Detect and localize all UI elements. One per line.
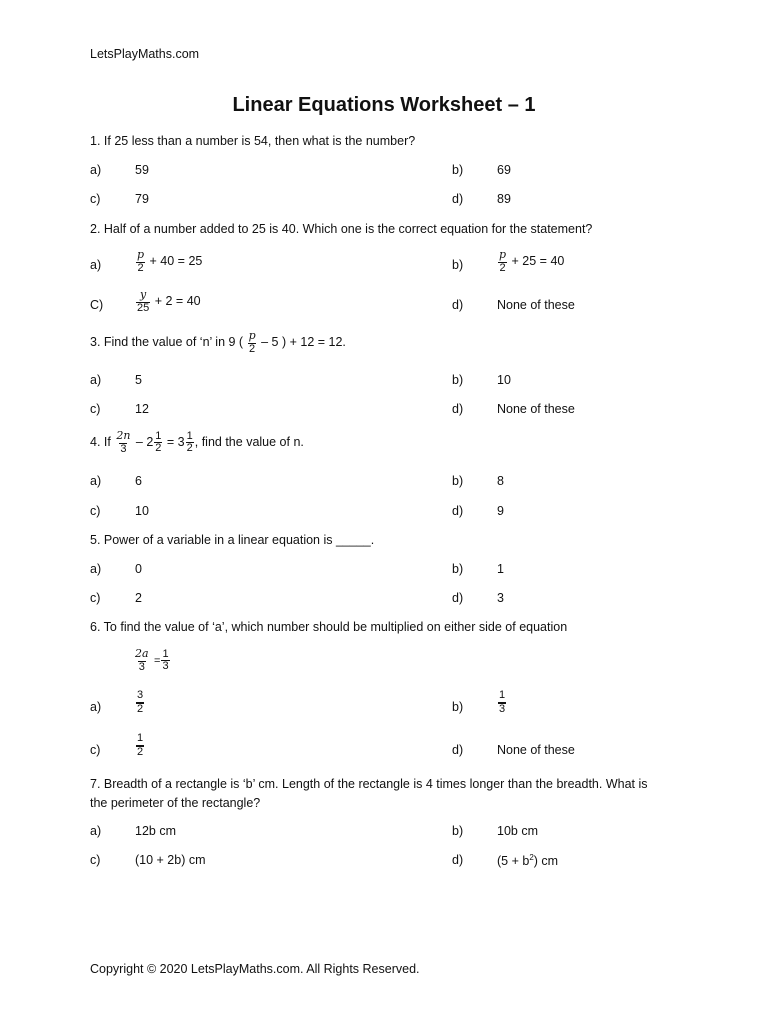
q2-option-c-value: $\frac{y}{25}$ + 2 = 40 xyxy=(137,288,201,314)
q1-option-d-label: d) xyxy=(452,192,464,206)
q6-option-c-value xyxy=(135,733,145,758)
copyright-footer: Copyright © 2020 LetsPlayMaths.com. All Rights Reserved. xyxy=(90,962,420,976)
question-2: 2. Half of a number added to 25 is 40. Which one is the correct equation for the statement? xyxy=(90,222,593,236)
q3-option-a-label: a) xyxy=(90,373,102,387)
q7-option-b-label: b) xyxy=(452,824,464,838)
q2-option-a-value: $\frac{p}{2}$ + 40 = 25 xyxy=(137,248,203,274)
q5-option-a-value: 0 xyxy=(135,562,142,576)
q6-option-b-value xyxy=(497,690,507,715)
q1-option-a-label: a) xyxy=(90,163,102,177)
q4-option-a-value: 6 xyxy=(135,474,142,488)
q7-option-d-label: d) xyxy=(452,853,464,867)
fraction: $\frac{p}{2}$ xyxy=(499,248,507,274)
q6-equation: $\frac{2a}{3}$ = $\frac{1}{3}$ xyxy=(135,647,169,673)
q4-option-d-value: 9 xyxy=(497,504,504,518)
question-6: 6. To find the value of ‘a’, which number should be multiplied on either side of equation xyxy=(90,620,568,634)
q5-option-b-label: b) xyxy=(452,562,464,576)
q3-option-d-value: None of these xyxy=(497,402,575,416)
q7-option-a-value: 12b cm xyxy=(135,824,176,838)
q5-option-b-value: 1 xyxy=(497,562,504,576)
q5-option-c-label: c) xyxy=(90,591,101,605)
question-7-line-1: 7. Breadth of a rectangle is ‘b’ cm. Length of the rectangle is 4 times longer than the breadth. What is xyxy=(90,777,648,791)
fraction: $\frac{1}{3}$ xyxy=(162,647,169,673)
q1-option-c-label: c) xyxy=(90,192,101,206)
q5-option-d-value: 3 xyxy=(497,591,504,605)
q1-option-b-label: b) xyxy=(452,163,464,177)
fraction: $\frac{1}{3}$ xyxy=(499,689,506,715)
q3-option-c-value: 12 xyxy=(135,402,149,416)
q7-option-a-label: a) xyxy=(90,824,102,838)
q6-option-d-value: None of these xyxy=(497,743,575,757)
question-3: 3. Find the value of ‘n’ in 9 ( $\frac{p}{2}$ – 5 ) + 12 = 12. xyxy=(90,329,346,355)
q2-option-d-label: d) xyxy=(452,298,464,312)
fraction: $\frac{p}{2}$ xyxy=(248,329,256,355)
q6-option-d-label: d) xyxy=(452,743,464,757)
q3-option-c-label: c) xyxy=(90,402,101,416)
question-7-line-2: the perimeter of the rectangle? xyxy=(90,796,261,810)
q6-option-b-label: b) xyxy=(452,700,464,714)
q7-option-c-label: c) xyxy=(90,853,101,867)
question-1: 1. If 25 less than a number is 54, then what is the number? xyxy=(90,134,416,148)
q4-option-a-label: a) xyxy=(90,474,102,488)
q3-option-d-label: d) xyxy=(452,402,464,416)
fraction: $\frac{1}{2}$ xyxy=(137,732,144,758)
fraction: $\frac{1}{2}$ xyxy=(155,429,162,455)
q4-option-c-label: c) xyxy=(90,504,101,518)
q7-option-b-value: 10b cm xyxy=(497,824,538,838)
q5-option-a-label: a) xyxy=(90,562,102,576)
q2-option-b-label: b) xyxy=(452,258,464,272)
q1-option-a-value: 59 xyxy=(135,163,149,177)
fraction: $\frac{2a}{3}$ xyxy=(135,647,149,673)
q3-option-b-label: b) xyxy=(452,373,464,387)
fraction: $\frac{p}{2}$ xyxy=(137,248,145,274)
q2-option-d-value: None of these xyxy=(497,298,575,312)
fraction: $\frac{y}{25}$ xyxy=(137,288,150,314)
page-title: Linear Equations Worksheet – 1 xyxy=(232,94,536,116)
fraction: $\frac{2n}{3}$ xyxy=(116,429,131,455)
q7-option-d-value: $(5 + b^2)$ cm xyxy=(497,853,559,869)
question-4: 4. If $\frac{2n}{3}$ – 2 $\frac{1}{2}$ = 3 $\frac{1}{2}$ , find the value of n. xyxy=(90,429,304,455)
q3-option-b-value: 10 xyxy=(497,373,511,387)
q1-option-c-value: 79 xyxy=(135,192,149,206)
site-name: LetsPlayMaths.com xyxy=(90,47,200,61)
q1-option-d-value: 89 xyxy=(497,192,511,206)
q3-option-a-value: 5 xyxy=(135,373,142,387)
q2-option-b-value: $\frac{p}{2}$ + 25 = 40 xyxy=(499,248,565,274)
q5-option-c-value: 2 xyxy=(135,591,142,605)
question-5: 5. Power of a variable in a linear equation is _____. xyxy=(90,533,375,547)
q2-option-c-label: C) xyxy=(90,298,104,312)
q2-option-a-label: a) xyxy=(90,258,102,272)
q4-option-b-label: b) xyxy=(452,474,464,488)
q4-option-d-label: d) xyxy=(452,504,464,518)
fraction: $\frac{1}{2}$ xyxy=(186,429,193,455)
q1-option-b-value: 69 xyxy=(497,163,511,177)
q6-option-a-label: a) xyxy=(90,700,102,714)
q7-option-c-value: (10 + 2b) cm xyxy=(135,853,206,867)
q5-option-d-label: d) xyxy=(452,591,464,605)
q4-option-b-value: 8 xyxy=(497,474,504,488)
q4-option-c-value: 10 xyxy=(135,504,149,518)
q6-option-a-value xyxy=(135,690,145,715)
fraction: $\frac{3}{2}$ xyxy=(137,689,144,715)
q6-option-c-label: c) xyxy=(90,743,101,757)
